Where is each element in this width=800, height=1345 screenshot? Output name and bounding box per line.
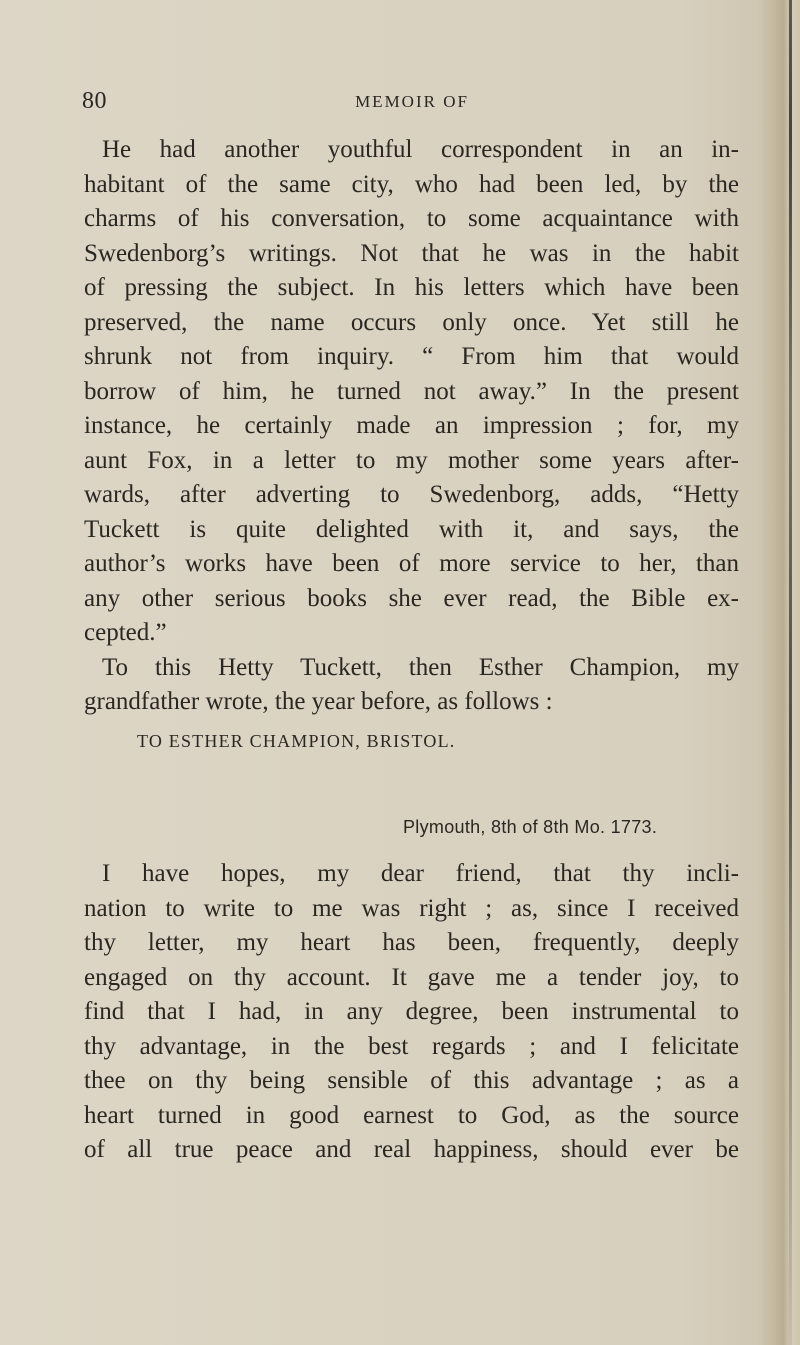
letter-line: nation to write to me was right ; as, since I received: [84, 894, 739, 922]
running-head: MEMOIR OF: [355, 92, 469, 111]
letter-heading: TO ESTHER CHAMPION, BRISTOL.: [137, 731, 456, 751]
page-header: [82, 88, 742, 118]
text-line: wards, after adverting to Swedenborg, adds, “Hetty: [84, 481, 739, 508]
text-line: any other serious books she ever read, the Bible ex-: [84, 584, 739, 612]
letter-line: engaged on thy account. It gave me a tender joy, to: [84, 963, 739, 991]
letter-line: thy advantage, in the best regards ; and I felicitate: [84, 1032, 739, 1060]
body-text: [84, 133, 739, 720]
text-line: grandfather wrote, the year before, as follows :: [84, 688, 553, 715]
binding-gutter: [758, 0, 800, 1345]
binding-edge: [789, 0, 792, 1345]
text-line: habitant of the same city, who had been led, by the: [84, 170, 739, 198]
text-line: cepted.”: [84, 619, 167, 646]
text-line: Tuckett is quite delighted with it, and says, the: [84, 515, 739, 543]
text-line: To this Hetty Tuckett, then Esther Champion, my: [102, 653, 739, 681]
letter-line: I have hopes, my dear friend, that thy incli-: [102, 860, 739, 887]
page-number: 80: [82, 88, 107, 114]
text-line: borrow of him, he turned not away.” In the present: [84, 377, 739, 405]
text-line: preserved, the name occurs only once. Yet still he: [84, 308, 739, 336]
letter-text: [84, 857, 739, 1168]
text-line: shrunk not from inquiry. “ From him that would: [84, 343, 739, 370]
text-line: aunt Fox, in a letter to my mother some years after-: [84, 446, 739, 474]
letter-line: thee on thy being sensible of this advantage ; as a: [84, 1067, 739, 1094]
text-line: charms of his conversation, to some acquaintance with: [84, 205, 739, 232]
text-line: author’s works have been of more service to her, than: [84, 550, 739, 577]
letter-line: of all true peace and real happiness, should ever be: [84, 1136, 739, 1163]
letter-dateline: Plymouth, 8th of 8th Mo. 1773.: [403, 817, 658, 837]
text-line: instance, he certainly made an impression ; for, my: [84, 412, 739, 439]
text-line: He had another youthful correspondent in an in-: [102, 136, 739, 163]
letter-line: heart turned in good earnest to God, as the source: [84, 1101, 739, 1129]
text-line: Swedenborg’s writings. Not that he was in the habit: [84, 239, 739, 267]
letter-line: thy letter, my heart has been, frequently, deeply: [84, 929, 739, 956]
text-line: of pressing the subject. In his letters which have been: [84, 274, 739, 301]
letter-line: find that I had, in any degree, been instrumental to: [84, 998, 739, 1025]
